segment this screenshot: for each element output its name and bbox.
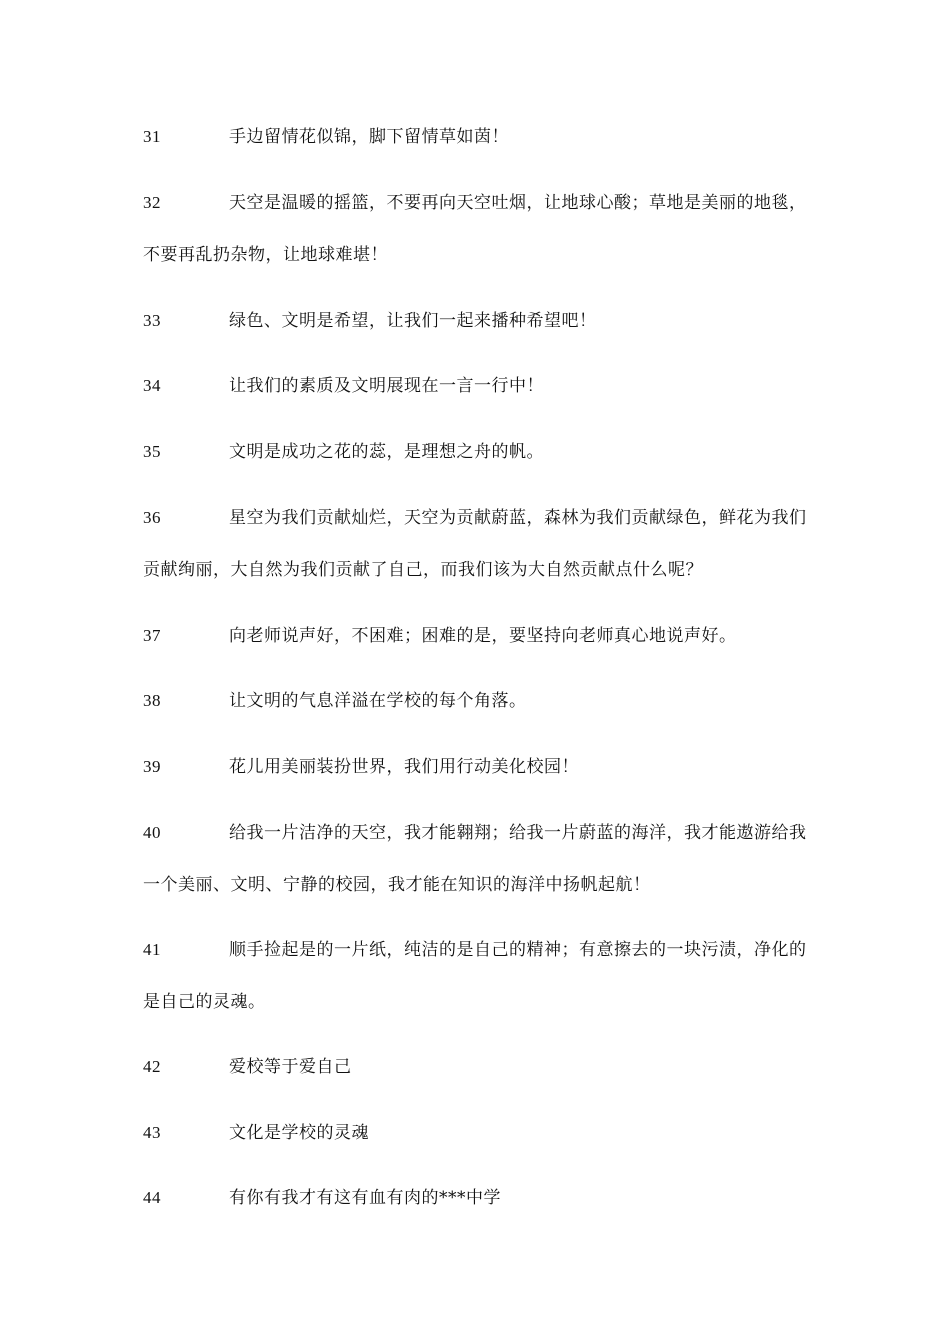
entry-number: 31 [143, 127, 161, 146]
slogan-entry [143, 111, 811, 163]
slogan-entry [143, 610, 811, 662]
entry-text: 让文明的气息洋溢在学校的每个角落。 [229, 691, 527, 711]
entry-text: 文化是学校的灵魂 [229, 1123, 369, 1143]
entry-text: 向老师说声好，不困难；困难的是，要坚持向老师真心地说声好。 [229, 626, 737, 646]
entry-number: 40 [143, 823, 161, 842]
entry-text: 星空为我们贡献灿烂，天空为贡献蔚蓝，森林为我们贡献绿色，鲜花为我们贡献绚丽，大自然为我们贡献了自己，而我们该为大自然贡献点什么呢？ [143, 508, 807, 580]
entry-number: 38 [143, 691, 161, 710]
slogan-entry [143, 177, 811, 281]
slogan-entry [143, 426, 811, 478]
slogan-entry [143, 807, 811, 911]
entry-number: 37 [143, 626, 161, 645]
slogan-entry [143, 295, 811, 347]
entry-number: 33 [143, 311, 161, 330]
slogan-entry [143, 1107, 811, 1159]
entry-text: 顺手捡起是的一片纸，纯洁的是自己的精神；有意擦去的一块污渍，净化的是自己的灵魂。 [143, 940, 807, 1012]
slogan-entry [143, 1041, 811, 1093]
entry-text: 让我们的素质及文明展现在一言一行中！ [229, 376, 544, 396]
entry-text: 文明是成功之花的蕊，是理想之舟的帆。 [229, 442, 544, 462]
slogan-entry [143, 360, 811, 412]
entry-text: 花儿用美丽装扮世界，我们用行动美化校园！ [229, 757, 579, 777]
entry-text: 爱校等于爱自己 [229, 1057, 352, 1077]
slogan-entry [143, 741, 811, 793]
slogan-entry [143, 1172, 811, 1224]
entry-text: 天空是温暖的摇篮，不要再向天空吐烟，让地球心酸；草地是美丽的地毯，不要再乱扔杂物，让地球难堪！ [143, 193, 807, 265]
entry-text: 手边留情花似锦，脚下留情草如茵！ [229, 127, 509, 147]
entry-number: 41 [143, 940, 161, 959]
entry-text: 有你有我才有这有血有肉的***中学 [229, 1188, 501, 1208]
entry-number: 43 [143, 1123, 161, 1142]
entry-number: 35 [143, 442, 161, 461]
entry-text: 给我一片洁净的天空，我才能翱翔；给我一片蔚蓝的海洋，我才能遨游给我一个美丽、文明、宁静的校园，我才能在知识的海洋中扬帆起航！ [143, 823, 807, 895]
slogan-entry [143, 492, 811, 596]
entry-number: 44 [143, 1188, 161, 1207]
slogan-entry [143, 924, 811, 1028]
entry-number: 36 [143, 508, 161, 527]
entry-number: 34 [143, 376, 161, 395]
slogan-entry [143, 675, 811, 727]
entry-number: 32 [143, 193, 161, 212]
entry-text: 绿色、文明是希望，让我们一起来播种希望吧！ [229, 311, 597, 331]
entry-number: 42 [143, 1057, 161, 1076]
entry-number: 39 [143, 757, 161, 776]
